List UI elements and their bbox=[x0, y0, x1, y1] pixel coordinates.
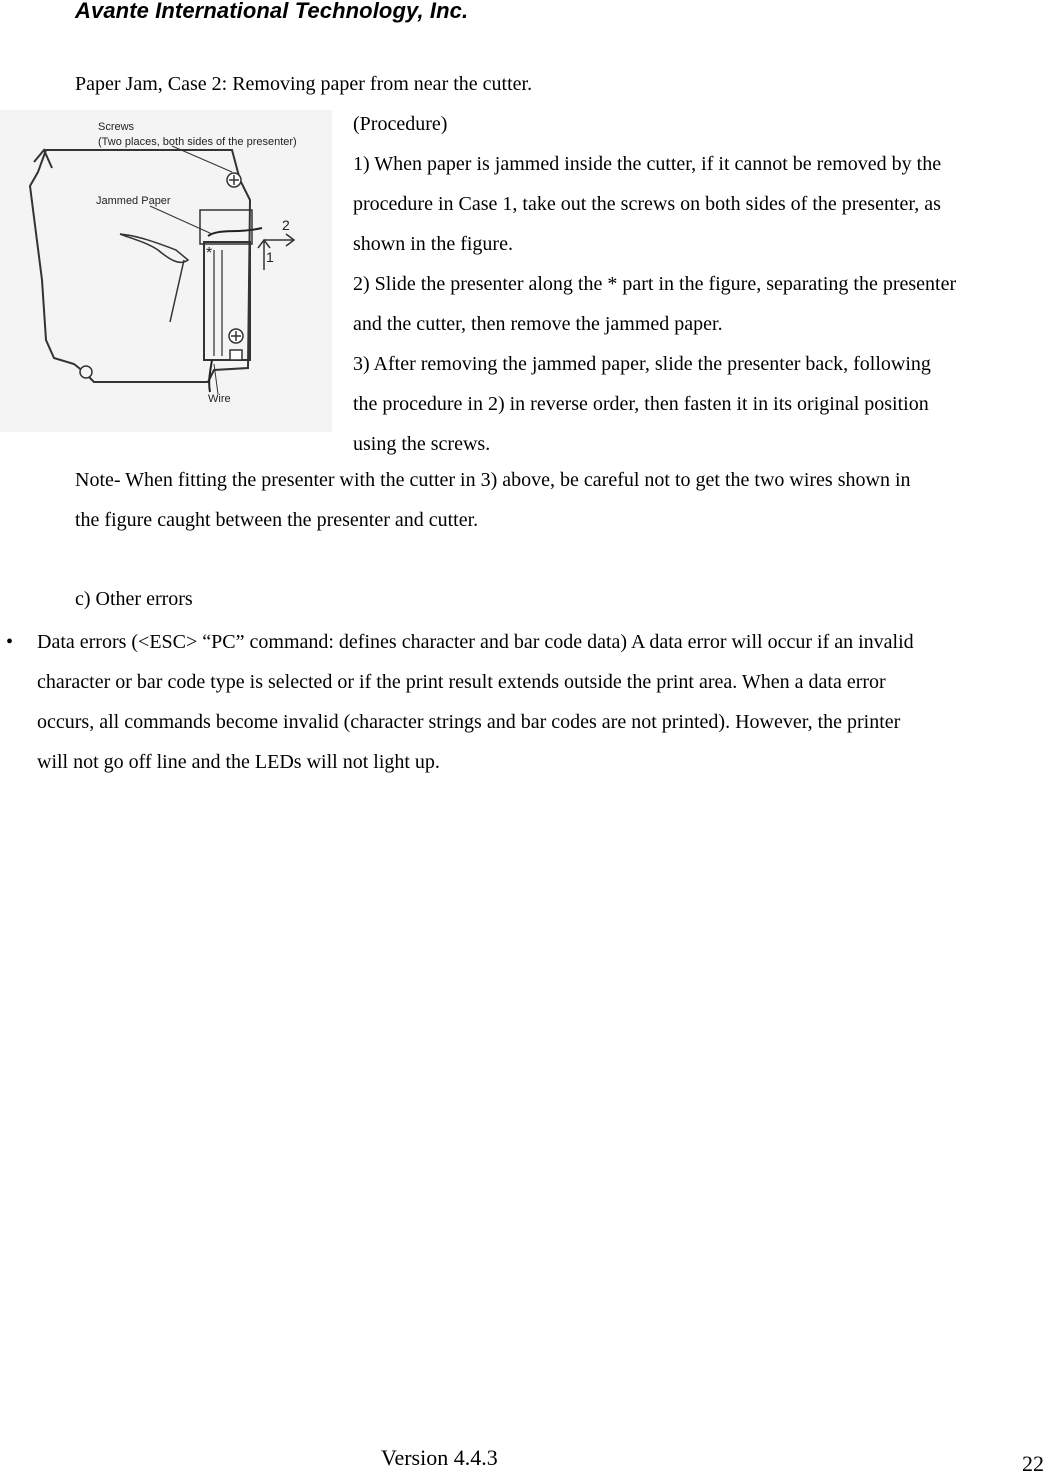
label-star: * bbox=[206, 245, 213, 262]
note-line: Note- When fitting the presenter with the cutter in 3) above, be careful not to get the two wires shown in bbox=[75, 469, 911, 491]
note-block bbox=[75, 460, 911, 540]
company-header: Avante International Technology, Inc. bbox=[75, 0, 469, 23]
note-line: the figure caught between the presenter and cutter. bbox=[75, 509, 479, 531]
procedure-line: procedure in Case 1, take out the screws on both sides of the presenter, as bbox=[353, 193, 941, 215]
bullet-marker: • bbox=[6, 631, 14, 653]
page-number: 22 bbox=[1022, 1451, 1044, 1476]
procedure-line: 2) Slide the presenter along the * part in the figure, separating the presenter bbox=[353, 273, 957, 295]
procedure-line: 1) When paper is jammed inside the cutter, if it cannot be removed by the bbox=[353, 153, 942, 175]
footer-version: Version 4.4.3 bbox=[381, 1445, 498, 1470]
paragraph-line: occurs, all commands become invalid (character strings and bar codes are not printed). However, the printer bbox=[37, 711, 901, 733]
procedure-block bbox=[353, 104, 1047, 464]
procedure-line: 3) After removing the jammed paper, slide the presenter back, following bbox=[353, 353, 931, 375]
procedure-heading: (Procedure) bbox=[353, 113, 448, 135]
paragraph-line: Data errors (<ESC> “PC” command: defines character and bar code data) A data error will occur if an invalid bbox=[37, 631, 914, 653]
data-errors-paragraph bbox=[37, 622, 1047, 782]
label-screws: Screws bbox=[98, 121, 135, 133]
procedure-line: and the cutter, then remove the jammed paper. bbox=[353, 313, 723, 335]
procedure-line: shown in the figure. bbox=[353, 233, 513, 255]
label-jammed-paper: Jammed Paper bbox=[96, 195, 171, 207]
label-direction-2: 2 bbox=[282, 217, 290, 233]
paragraph-line: character or bar code type is selected or if the print result extends outside the print area. When a data error bbox=[37, 671, 886, 693]
procedure-line: the procedure in 2) in reverse order, then fasten it in its original position bbox=[353, 393, 929, 415]
label-direction-1: 1 bbox=[266, 249, 274, 265]
label-wire: Wire bbox=[208, 393, 231, 405]
paragraph-line: will not go off line and the LEDs will not light up. bbox=[37, 751, 440, 773]
presenter-diagram bbox=[0, 110, 332, 432]
section-title: Paper Jam, Case 2: Removing paper from near the cutter. bbox=[75, 73, 533, 95]
procedure-line: using the screws. bbox=[353, 433, 491, 455]
other-errors-heading: c) Other errors bbox=[75, 588, 193, 610]
label-screws-note: (Two places, both sides of the presenter) bbox=[98, 136, 297, 148]
